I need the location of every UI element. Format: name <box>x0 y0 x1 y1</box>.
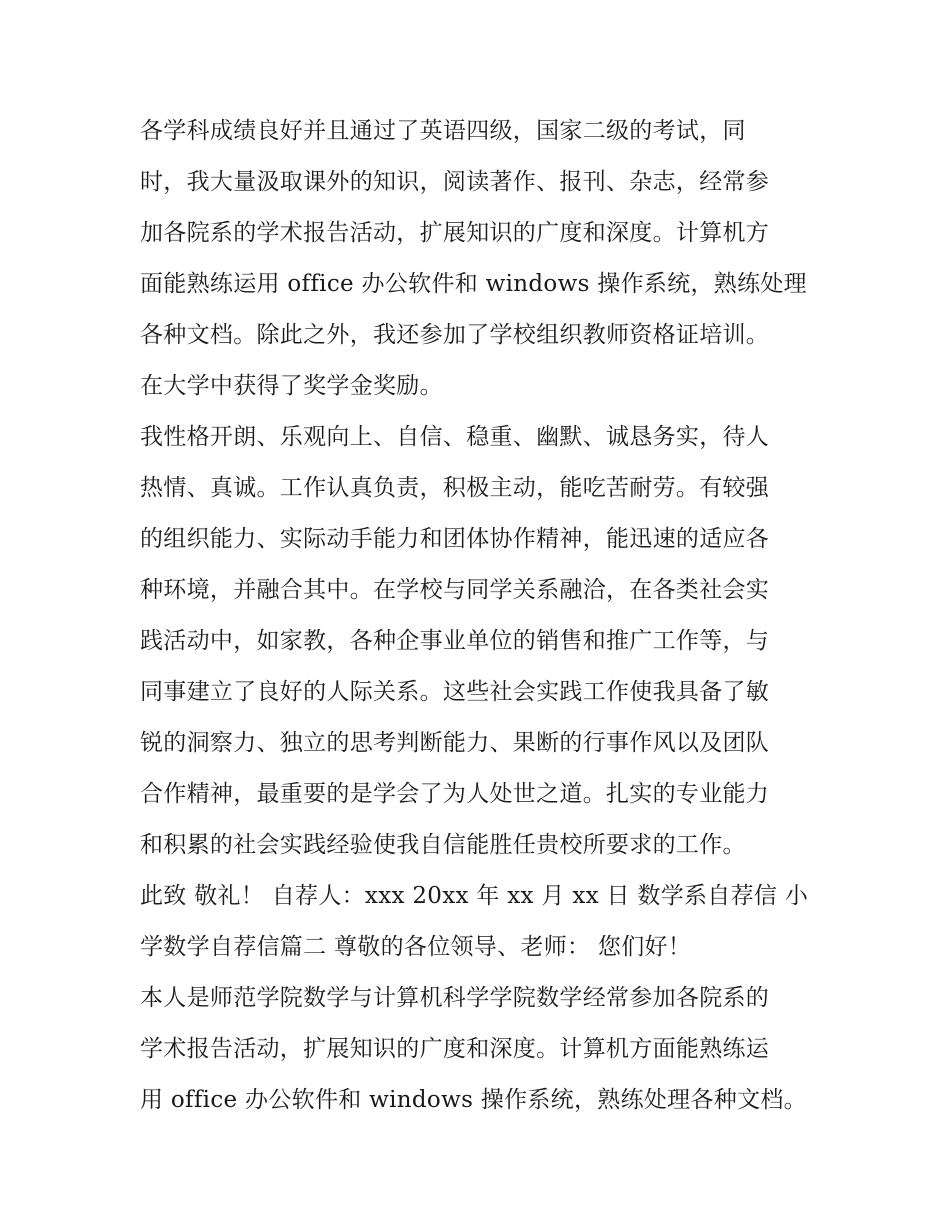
text-line-7: 我性格开朗、乐观向上、自信、稳重、幽默、诚恳务实，待人 <box>140 424 770 450</box>
text-line-3: 加各院系的学术报告活动，扩展知识的广度和深度。计算机方 <box>140 220 770 246</box>
text-line-18: 本人是师范学院数学与计算机科学学院数学经常参加各院系的 <box>140 985 770 1011</box>
text-line-5: 各种文档。除此之外，我还参加了学校组织教师资格证培训。 <box>140 322 770 348</box>
text-line-10: 种环境，并融合其中。在学校与同学关系融洽，在各类社会实 <box>140 577 770 603</box>
text-line-1: 各学科成绩良好并且通过了英语四级，国家二级的考试，同 <box>140 118 746 144</box>
text-line-6: 在大学中获得了奖学金奖励。 <box>140 373 443 399</box>
text-line-9: 的组织能力、实际动手能力和团体协作精神，能迅速的适应各 <box>140 526 770 552</box>
text-line-16: 此致 敬礼！ 自荐人：xxx 20xx 年 xx 月 xx 日 数学系自荐信 小 <box>140 883 809 909</box>
text-line-11: 践活动中，如家教，各种企事业单位的销售和推广工作等，与 <box>140 628 770 654</box>
document-body <box>140 106 820 1126</box>
text-line-15: 和积累的社会实践经验使我自信能胜任贵校所要求的工作。 <box>140 832 746 858</box>
text-line-19: 学术报告活动，扩展知识的广度和深度。计算机方面能熟练运 <box>140 1036 770 1062</box>
text-line-14: 合作精神，最重要的是学会了为人处世之道。扎实的专业能力 <box>140 781 770 807</box>
text-line-8: 热情、真诚。工作认真负责，积极主动，能吃苦耐劳。有较强 <box>140 475 770 501</box>
text-line-2: 时，我大量汲取课外的知识，阅读著作、报刊、杂志，经常参 <box>140 169 770 195</box>
text-line-13: 锐的洞察力、独立的思考判断能力、果断的行事作风以及团队 <box>140 730 770 756</box>
text-line-12: 同事建立了良好的人际关系。这些社会实践工作使我具备了敏 <box>140 679 770 705</box>
text-line-17: 学数学自荐信篇二 尊敬的各位领导、老师： 您们好！ <box>140 934 692 960</box>
text-line-4: 面能熟练运用 office 办公软件和 windows 操作系统，熟练处理 <box>140 271 807 297</box>
text-line-20: 用 office 办公软件和 windows 操作系统，熟练处理各种文档。 <box>140 1087 807 1113</box>
